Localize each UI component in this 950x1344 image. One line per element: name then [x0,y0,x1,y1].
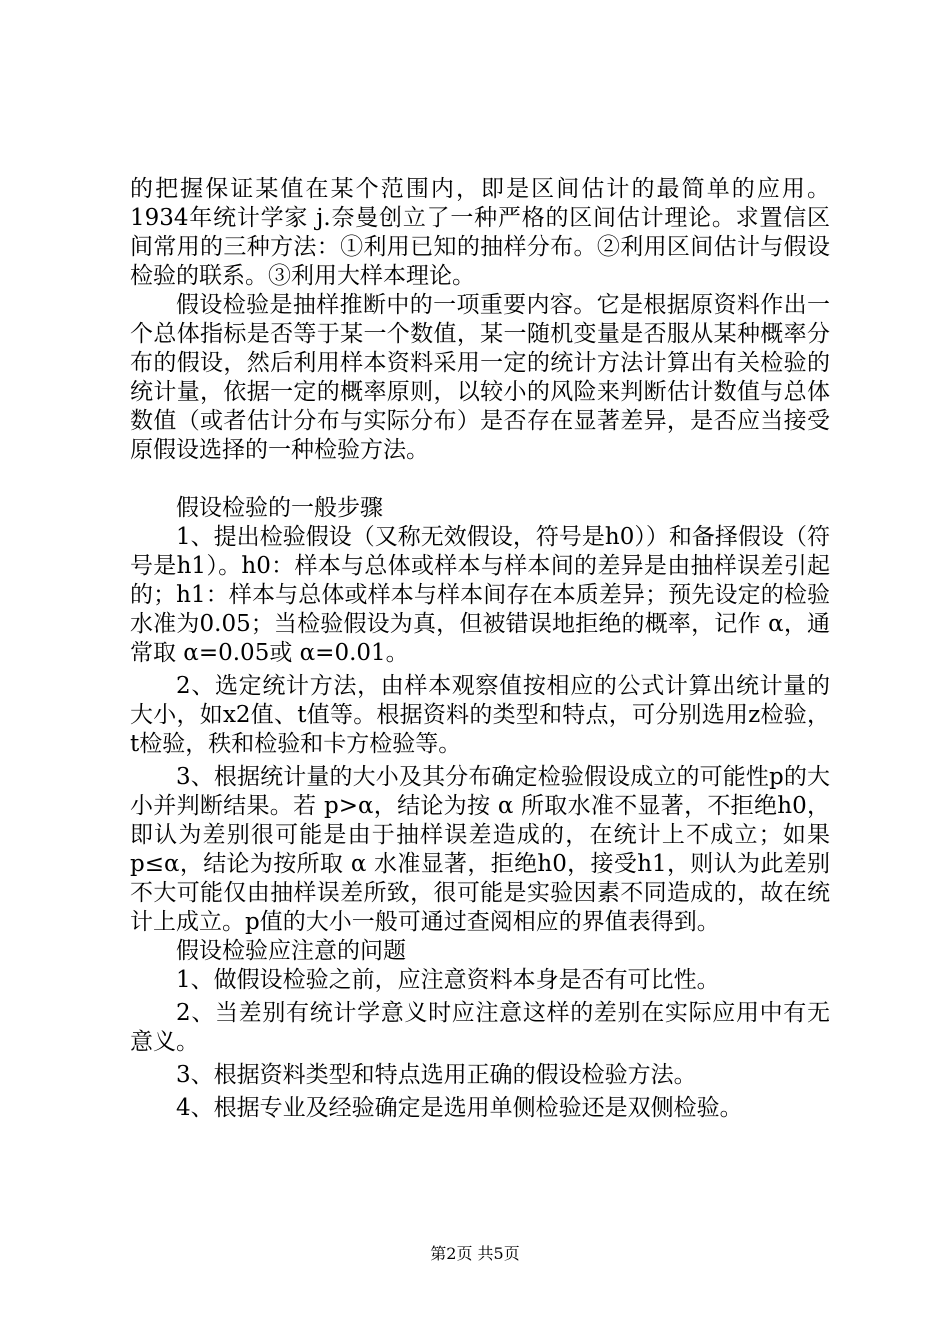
paragraph-precaution-3: 3、根据资料类型和特点选用正确的假设检验方法。 [176,1062,697,1088]
paragraph-hypothesis-testing-intro: 假设检验是抽样推断中的一项重要内容。它是根据原资料作出一个总体指标是否等于某一个数值，某一随机变量是否服从某种概率分布的假设，然后利用样本资料采用一定的统计方法计算出有关检验的统计量，依据一定的概率原则，以较小的风险来判断估计数值与总体数值（或者估计分布与实际分布）是否存在显著差异，是否应当接受原假设选择的一种检验方法。 [130,292,830,463]
heading-general-steps: 假设检验的一般步骤 [176,495,383,521]
page-number-footer: 第2页 共5页 [430,1244,520,1263]
paragraph-precaution-2: 2、当差别有统计学意义时应注意这样的差别在实际应用中有无意义。 [130,1000,830,1055]
paragraph-precaution-1: 1、做假设检验之前，应注意资料本身是否有可比性。 [176,967,720,993]
paragraph-step-3: 3、根据统计量的大小及其分布确定检验假设成立的可能性p的大小并判断结果。若 p>α，结论为按 α 所取水准不显著，不拒绝h0，即认为差别很可能是由于抽样误差造成的，在统计上不成立；如果p≤α，结论为按所取 α 水准显著，拒绝h0，接受h1，则认为此差别不大可能仅由抽样误差所致，很可能是实验因素不同造成的，故在统计上成立。p值的大小一般可通过查阅相应的界值表得到。 [130,764,830,935]
document-body [130,175,830,1123]
paragraph-step-2: 2、选定统计方法，由样本观察值按相应的公式计算出统计量的大小，如x2值、t值等。根据资料的类型和特点，可分别选用z检验，t检验，秩和检验和卡方检验等。 [130,673,830,757]
paragraph-precaution-4: 4、根据专业及经验确定是选用单侧检验还是双侧检验。 [176,1095,743,1121]
paragraph-interval-estimation: 的把握保证某值在某个范围内，即是区间估计的最简单的应用。1934年统计学家 j.奈曼创立了一种严格的区间估计理论。求置信区间常用的三种方法：①利用已知的抽样分布。②利用区间估计与假设检验的联系。③利用大样本理论。 [130,176,830,289]
heading-precautions: 假设检验应注意的问题 [176,938,406,964]
paragraph-step-1: 1、提出检验假设（又称无效假设，符号是h0））和备择假设（符号是h1）。h0：样本与总体或样本与样本间的差异是由抽样误差引起的；h1：样本与总体或样本与样本间存在本质差异；预先设定的检验水准为0.05；当检验假设为真，但被错误地拒绝的概率，记作 α，通常取 α=0.05或 α=0.01。 [130,524,830,666]
